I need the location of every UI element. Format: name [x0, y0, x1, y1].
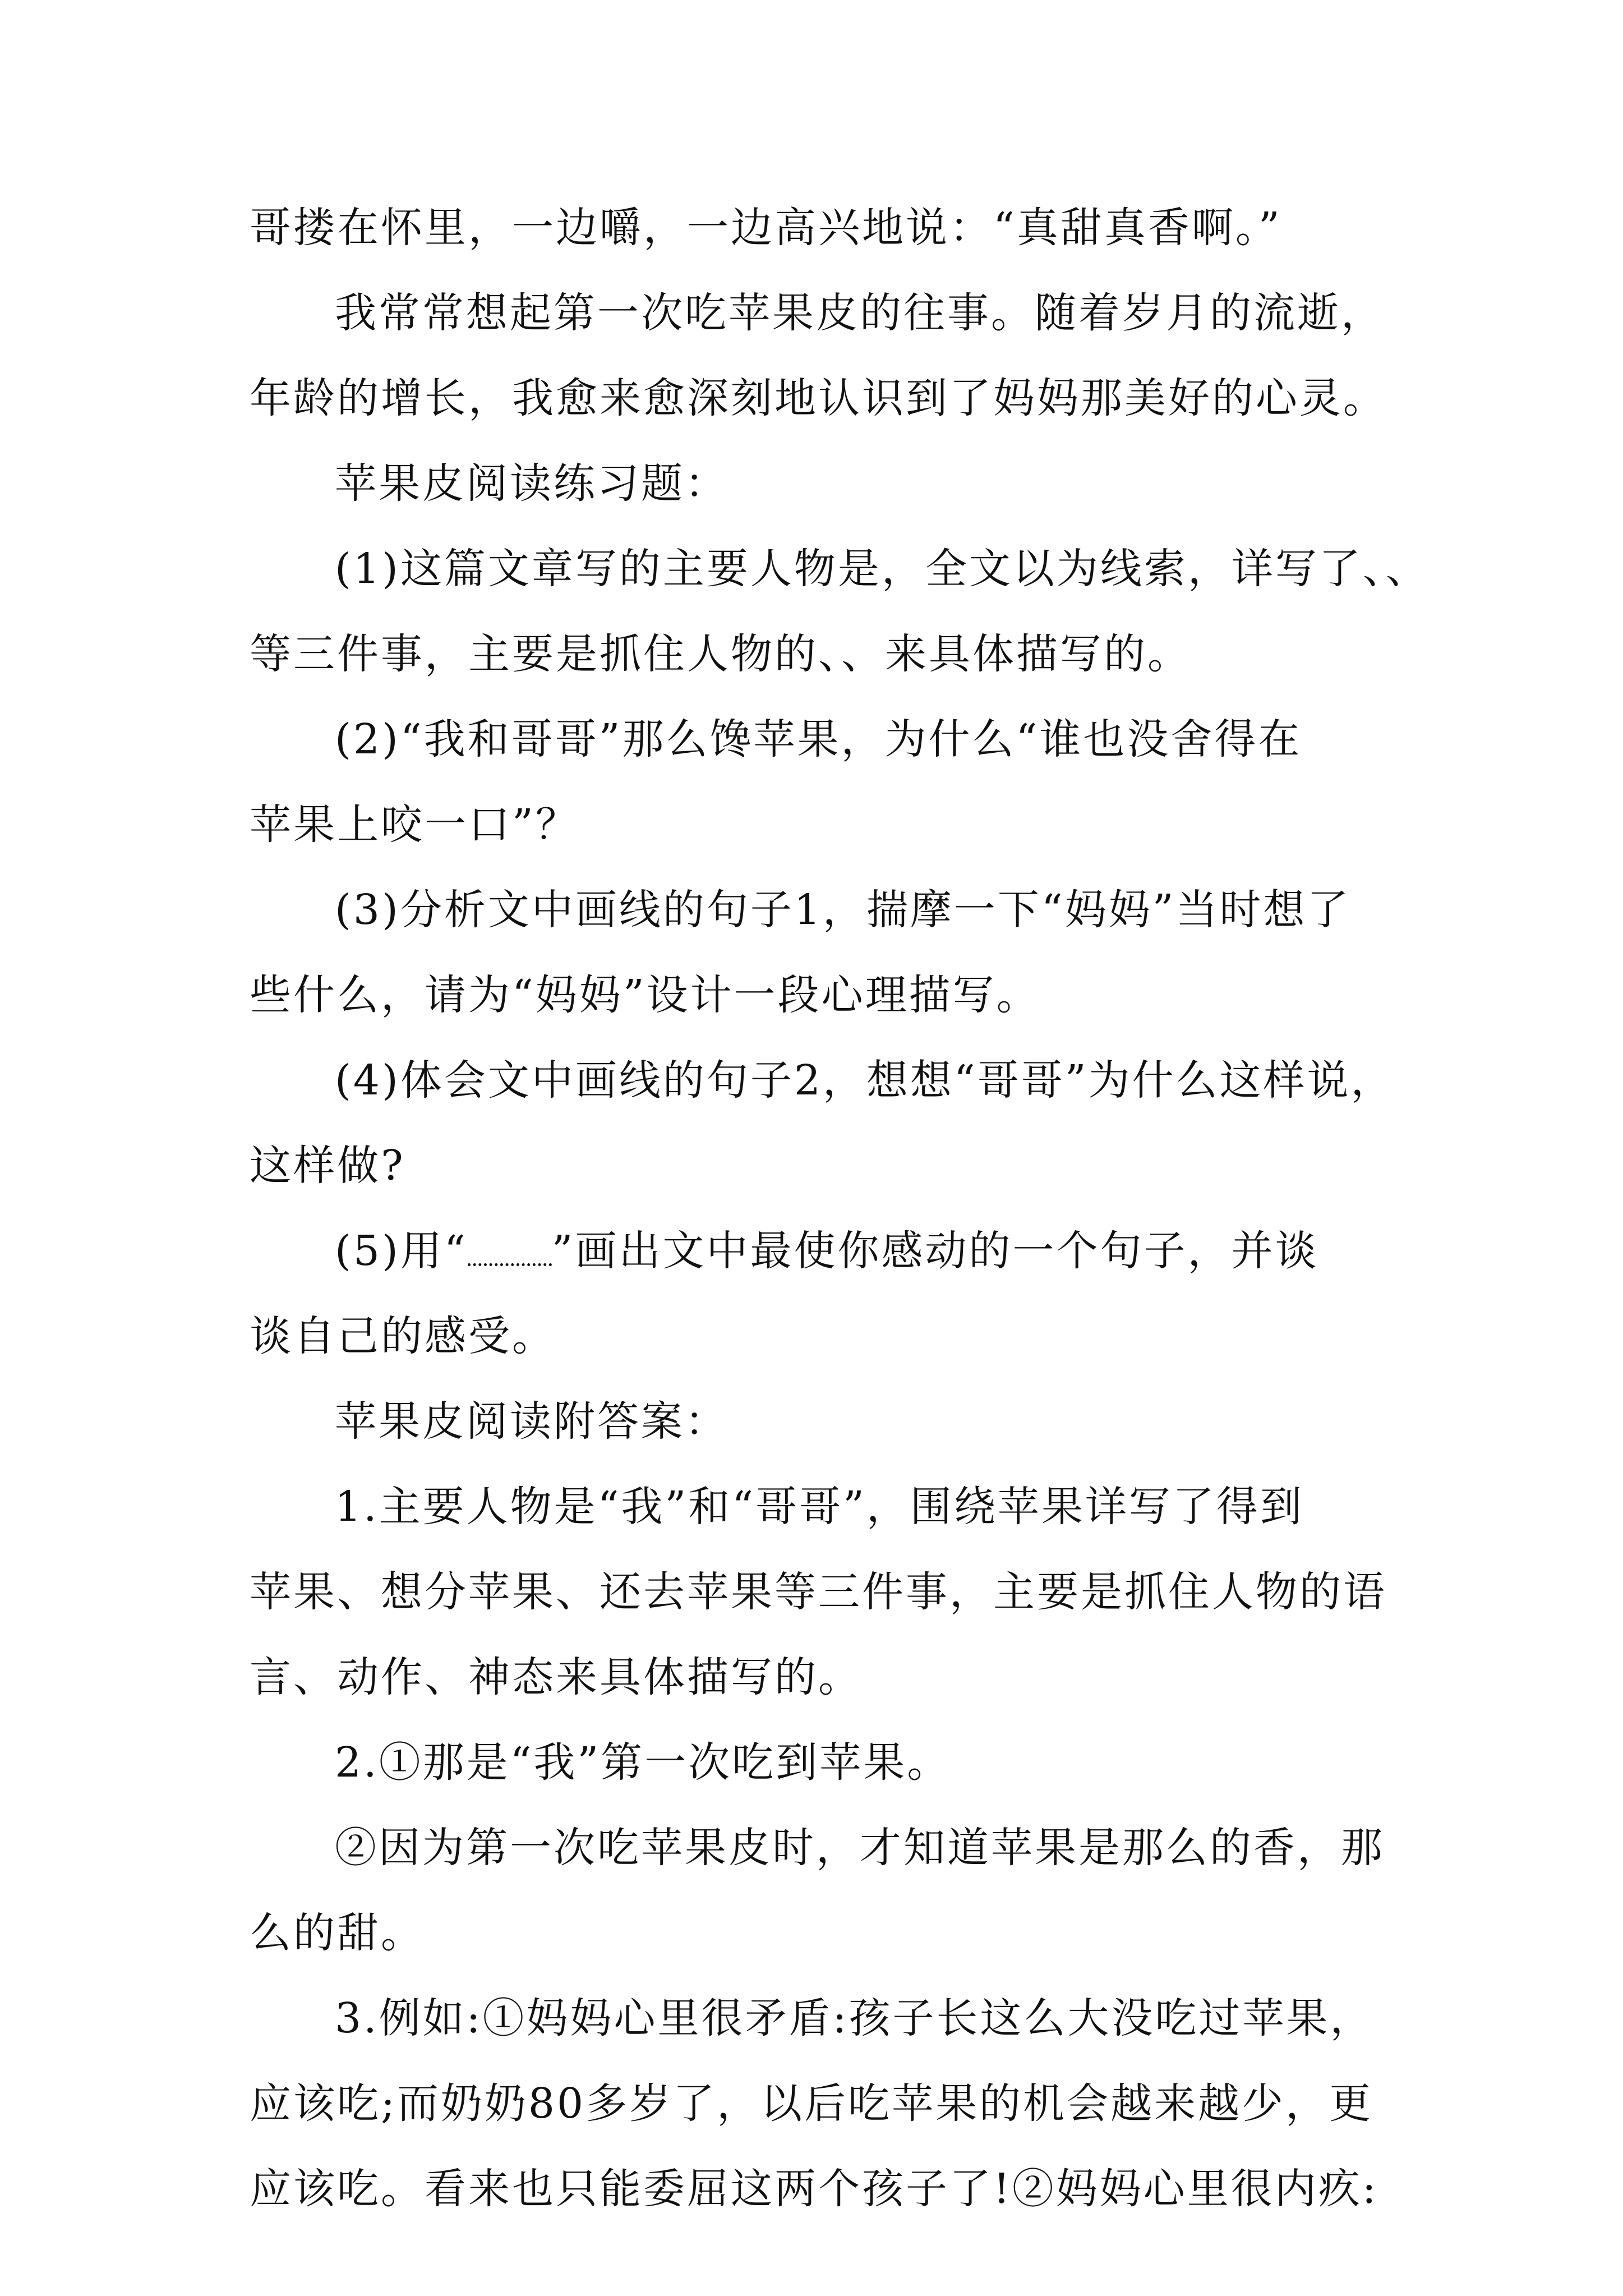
question-3-line: 些什么，请为“妈妈”设计一段心理描写。 [250, 971, 1040, 1019]
question-3-line: (3)分析文中画线的句子1，揣摩一下“妈妈”当时想了 [335, 886, 1351, 934]
answer-2-line: 2.①那是“我”第一次吃到苹果。 [335, 1738, 951, 1787]
question-2-line: 苹果上咬一口”？ [250, 800, 579, 849]
question-1-line: 等三件事，主要是抓住人物的、、来具体描写的。 [250, 630, 1191, 678]
answer-1-line: 苹果、想分苹果、还去苹果等三件事，主要是抓住人物的语 [250, 1568, 1387, 1616]
document-body [250, 185, 1444, 2231]
dotted-underline-mark [468, 1260, 552, 1266]
question-5-suffix: ”画出文中最使你感动的一个句子，并谈 [551, 1227, 1319, 1275]
question-4-line: 这样做? [250, 1142, 405, 1190]
answer-3-line: 应该吃。看来也只能委屈这两个孩子了!②妈妈心里很内疚: [250, 2165, 1378, 2213]
text-line: 年龄的增长，我愈来愈深刻地认识到了妈妈那美好的心灵。 [250, 374, 1387, 422]
question-5-line [250, 1208, 1444, 1294]
answer-2-line: ②因为第一次吃苹果皮时，才知道苹果是那么的香，那 [335, 1824, 1385, 1872]
question-1-line: (1)这篇文章写的主要人物是，全文以为线索，详写了、、 [335, 545, 1430, 593]
answer-2-line: 么的甜。 [250, 1909, 425, 1957]
answer-1-line: 言、动作、神态来具体描写的。 [250, 1653, 862, 1701]
answer-3-line: 3.例如:①妈妈心里很矛盾:孩子长这么大没吃过苹果， [335, 1994, 1374, 2042]
section-heading-answers: 苹果皮阅读附答案： [335, 1397, 728, 1446]
question-5-line: 谈自己的感受。 [250, 1312, 556, 1360]
question-2-line: (2)“我和哥哥”那么馋苹果，为什么“谁也没舍得在 [335, 715, 1302, 763]
answer-1-line: 1.主要人物是“我”和“哥哥”，围绕苹果详写了得到 [335, 1483, 1304, 1531]
text-line: 哥搂在怀里，一边嚼，一边高兴地说：“真甜真香啊。” [250, 204, 1282, 252]
section-heading-exercises: 苹果皮阅读练习题： [335, 459, 728, 508]
question-5-prefix: (5)用“ [335, 1227, 468, 1275]
question-4-line: (4)体会文中画线的句子2，想想“哥哥”为什么这样说， [335, 1056, 1395, 1105]
answer-3-line: 应该吃;而奶奶80多岁了，以后吃苹果的机会越来越少，更 [250, 2079, 1373, 2128]
text-line: 我常常想起第一次吃苹果皮的往事。随着岁月的流逝， [335, 289, 1385, 337]
